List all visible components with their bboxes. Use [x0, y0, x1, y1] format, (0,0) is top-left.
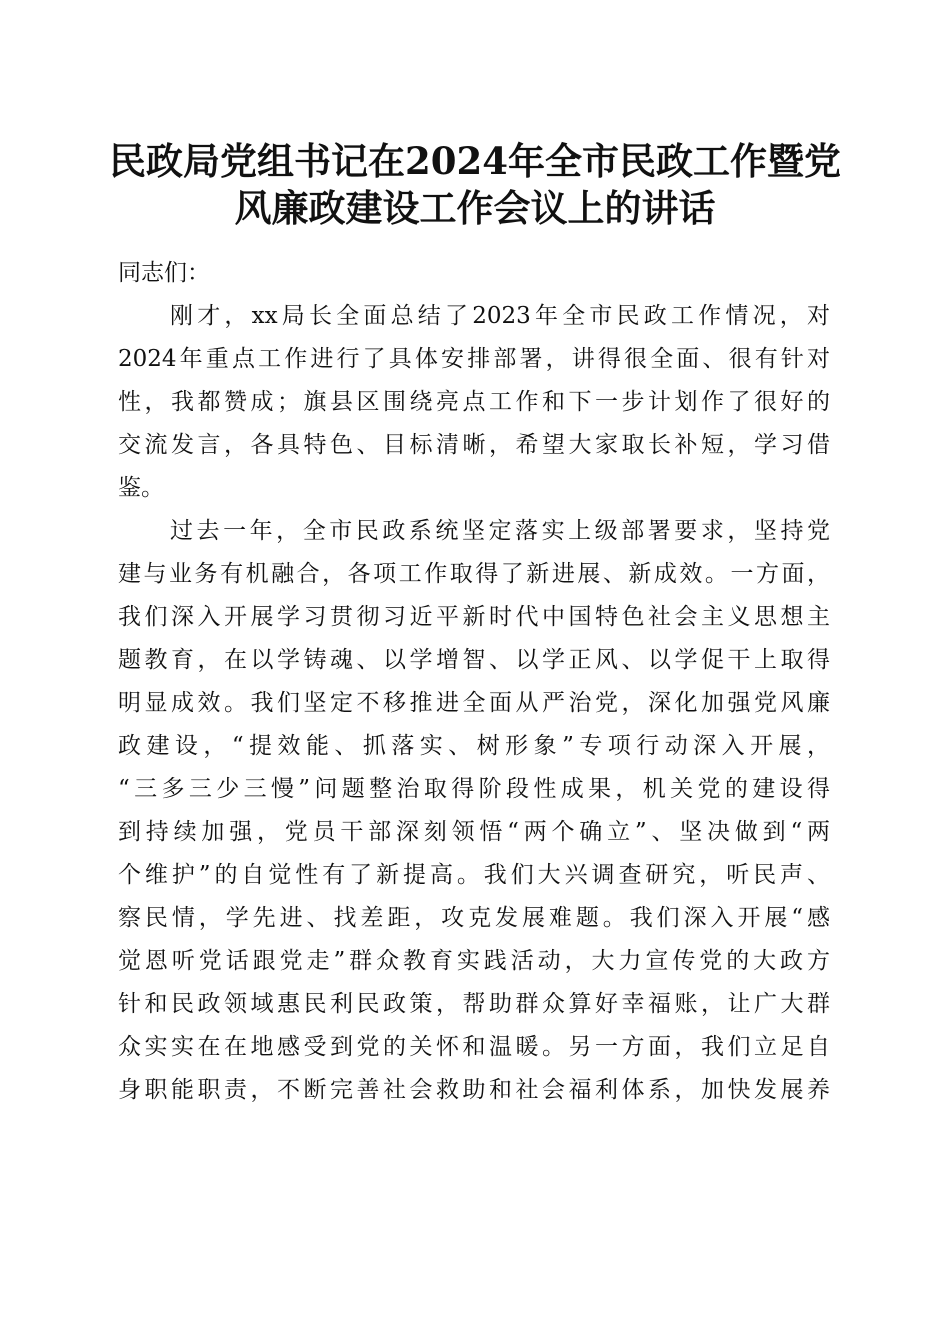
paragraph-line: 政建设，“提效能、抓落实、树形象”专项行动深入开展，	[118, 733, 830, 759]
paragraph-line: 交流发言，各具特色、目标清晰，希望大家取长补短，学习借	[118, 432, 830, 458]
paragraph-line: 个维护”的自觉性有了新提高。我们大兴调查研究，听民声、	[118, 862, 830, 888]
paragraph-line: 过去一年，全市民政系统坚定落实上级部署要求，坚持党	[170, 518, 830, 544]
paragraph-line: 性，我都赞成；旗县区围绕亮点工作和下一步计划作了很好的	[118, 389, 830, 415]
document-title	[90, 138, 860, 232]
paragraph-line: 鉴。	[118, 475, 164, 501]
paragraph-line: “三多三少三慢”问题整治取得阶段性成果，机关党的建设得	[118, 776, 830, 802]
title-line: 风廉政建设工作会议上的讲话	[234, 186, 716, 230]
paragraph-line: 觉恩听党话跟党走”群众教育实践活动，大力宣传党的大政方	[118, 948, 830, 974]
paragraph-line: 我们深入开展学习贯彻习近平新时代中国特色社会主义思想主	[118, 604, 830, 630]
document-body	[118, 252, 830, 1112]
title-line: 民政局党组书记在2024年全市民政工作暨党	[109, 139, 841, 183]
paragraph-line: 察民情，学先进、找差距，攻克发展难题。我们深入开展“感	[118, 905, 830, 931]
paragraph	[118, 510, 830, 1112]
paragraph-line: 众实实在在地感受到党的关怀和温暖。另一方面，我们立足自	[118, 1034, 830, 1060]
paragraph-line: 2024年重点工作进行了具体安排部署，讲得很全面、很有针对	[118, 346, 830, 372]
paragraph-line: 针和民政领域惠民利民政策，帮助群众算好幸福账，让广大群	[118, 991, 830, 1017]
paragraph	[118, 295, 830, 510]
salutation: 同志们：	[118, 260, 210, 286]
paragraph-line: 题教育，在以学铸魂、以学增智、以学正风、以学促干上取得	[118, 647, 830, 673]
paragraph-line: 建与业务有机融合，各项工作取得了新进展、新成效。一方面，	[118, 561, 830, 587]
paragraph-line: 身职能职责，不断完善社会救助和社会福利体系，加快发展养	[118, 1077, 830, 1103]
paragraph-line: 到持续加强，党员干部深刻领悟“两个确立”、坚决做到“两	[118, 819, 830, 845]
paragraph-line: 刚才，xx局长全面总结了2023年全市民政工作情况，对	[170, 303, 830, 329]
paragraph-line: 明显成效。我们坚定不移推进全面从严治党，深化加强党风廉	[118, 690, 830, 716]
